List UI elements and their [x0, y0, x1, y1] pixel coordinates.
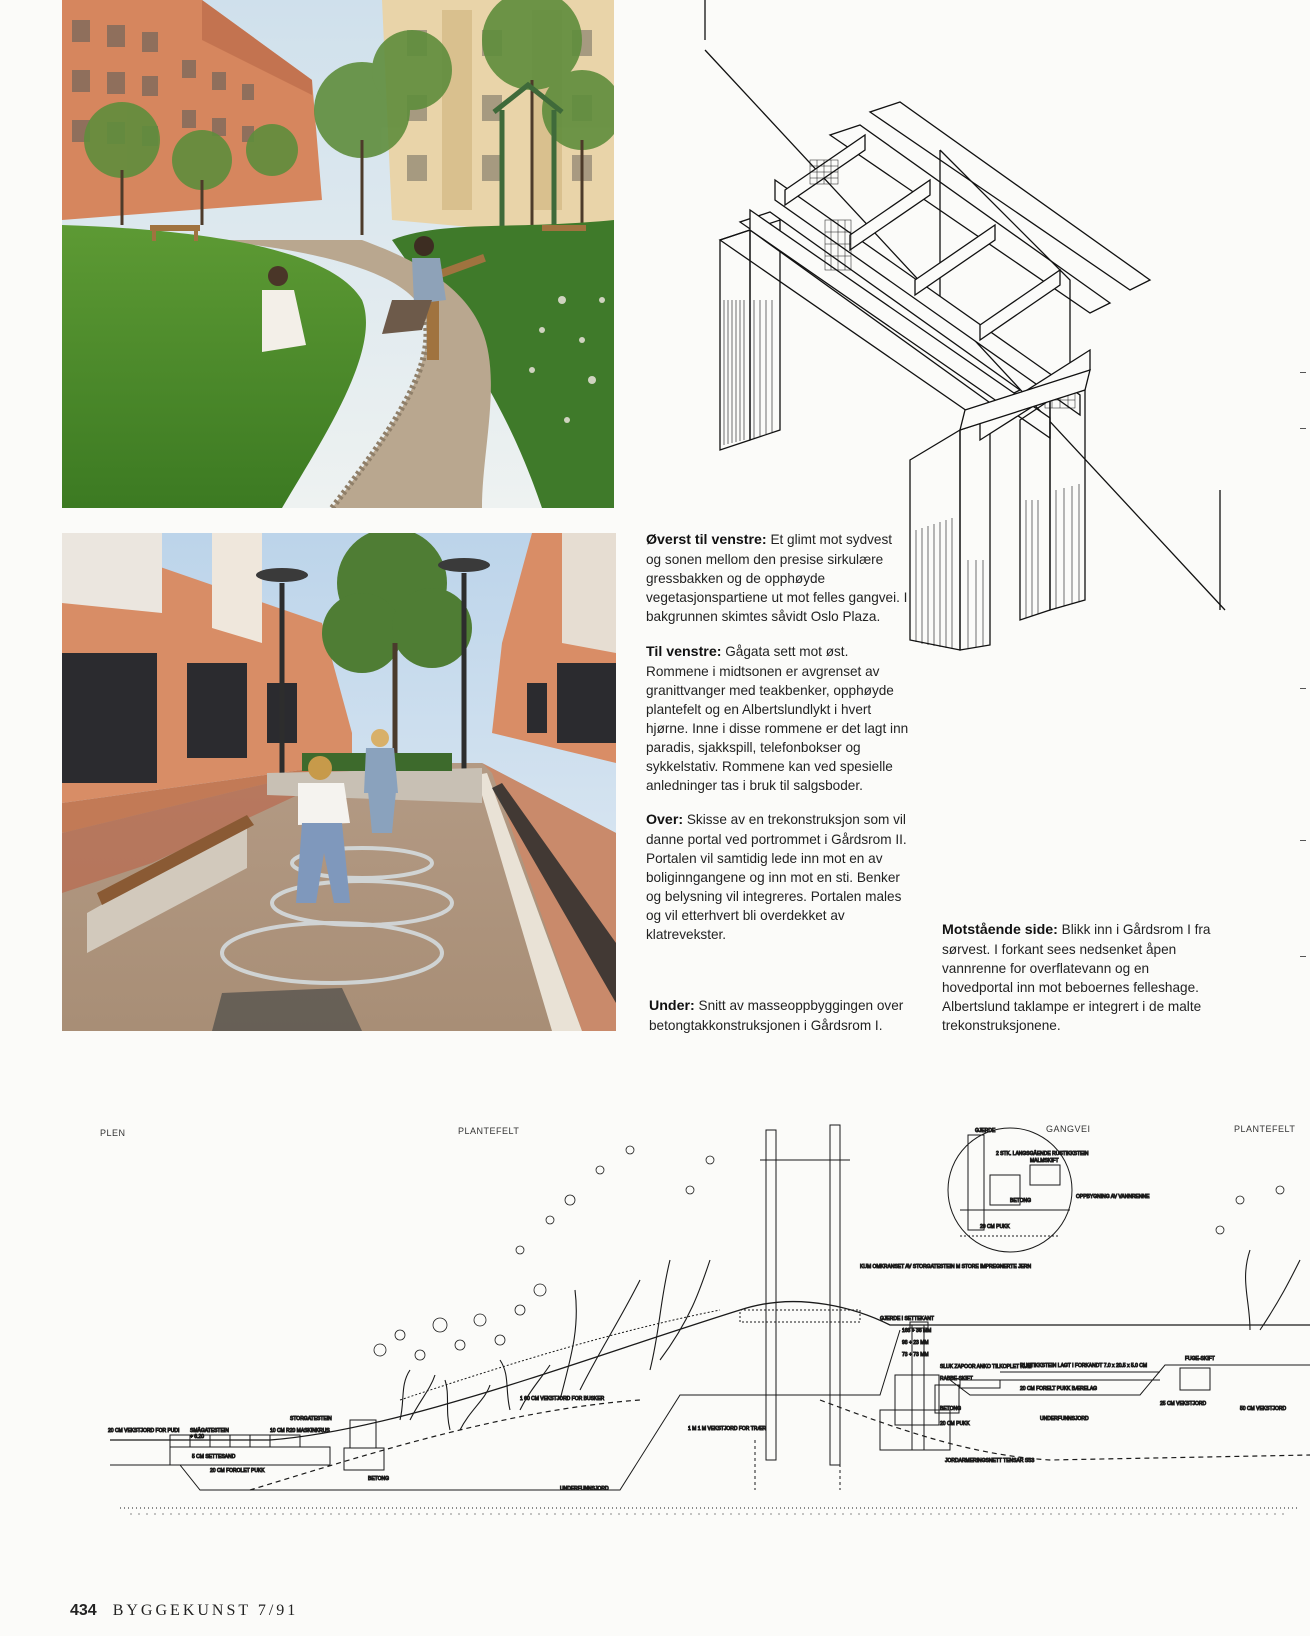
- caption-text: Skisse av en trekonstruksjon som vil danne portal ved portrommet i Gårdsrom II. Portalen vil samtidig lede inn mot en av boliginngangene og inn mot en sti. Benker og belysning vil integreres. Portalen males og vil etterhvert bli overdekket av klatrevekster.: [646, 812, 907, 942]
- note-detalj-5: BETONG: [1010, 1198, 1032, 1204]
- edge-tick: [1300, 840, 1306, 841]
- note-dim-3: 73 + 73 MM: [902, 1352, 929, 1358]
- caption-text: Gågata sett mot øst. Rommene i midtsonen er avgrenset av granittvanger med teakbenker, opphøyde plantefelt og en Albertslundlykt i hvert hjørne. Inne i disse rommene er det lagt inn paradis, sjakkspill, telefonbokser og sykkelstativ. Rommene kan ved spesielle anledninger tas i bruk til salgsboder.: [646, 644, 909, 793]
- note-vekstjord-pudi: 20 CM VEKSTJORD FOR PUDI: [108, 1428, 180, 1434]
- note-fuge: FUGE-SKIFT: [1185, 1356, 1215, 1362]
- note-pa-620: + 6.20: [190, 1434, 205, 1440]
- cross-section-drawing: [100, 1110, 1310, 1530]
- note-vekstjord-traer: 1 M 1 M VEKSTJORD FOR TRÆR: [688, 1426, 766, 1432]
- edge-tick: [1300, 688, 1306, 689]
- note-rabbeskift: RABBE-SKIFT: [940, 1376, 973, 1382]
- note-detalj-4: 20 CM PUKK: [980, 1224, 1010, 1230]
- section-label-plen: PLEN: [100, 1128, 126, 1138]
- caption-lead: Over:: [646, 812, 684, 828]
- caption-above: [646, 810, 912, 944]
- note-dim-1: 168 + 36 MM: [902, 1328, 932, 1334]
- edge-tick: [1300, 372, 1306, 373]
- photo-courtyard: [62, 0, 614, 508]
- note-betong-left: BETONG: [368, 1476, 390, 1482]
- note-sluk: SLUK ZAPOOR ANKO TILKOPLET KUM: [940, 1364, 1032, 1370]
- note-vekstjord-25: 25 CM VEKSTJORD: [1160, 1401, 1207, 1407]
- page-folio: [70, 1602, 298, 1620]
- section-label-gangvei: GANGVEI: [1046, 1124, 1091, 1134]
- note-underfunnsjord-right: UNDERFUNNSJORD: [1040, 1416, 1089, 1422]
- note-settesand: 5 CM SETTESAND: [192, 1454, 236, 1460]
- caption-text: Et glimt mot sydvest og sonen mellom den presise sirkulære gressbakken og de opphøyde vegetasjonspartiene ut mot felles gangvei. I bakgrunnen skimtes såvidt Oslo Plaza.: [646, 532, 908, 624]
- photo-street: [62, 533, 616, 1031]
- caption-left: [646, 642, 912, 795]
- caption-lead: Motstående side:: [942, 922, 1058, 938]
- note-dim-2: 98 + 23 MM: [902, 1340, 929, 1346]
- note-detalj-2: MALMSKIFT: [1030, 1158, 1059, 1164]
- note-betong-right: BETONG: [940, 1406, 962, 1412]
- caption-text: Blikk inn i Gårdsrom I fra sørvest. I forkant sees nedsenket åpen vannrenne for overflatevann og en hovedportal inn mot beboernes felleshage. Albertslund taklampe er integrert i de malte trekonstruksjonene.: [942, 922, 1211, 1033]
- note-forolet-pukk: 20 CM FOROLET PUKK: [210, 1468, 265, 1474]
- note-maskinkrus: 10 CM R20 MASKINKRUS: [270, 1428, 330, 1434]
- note-underfunnsjord: UNDERFUNNSJORD: [560, 1486, 609, 1492]
- note-storgatestein: STORGATESTEIN: [290, 1416, 332, 1422]
- caption-lead: Øverst til venstre:: [646, 532, 767, 548]
- note-kum: KUM OMKRANSET AV STORGATESTEIN M STORE IMPREGNERTE JERN: [860, 1264, 1032, 1270]
- caption-below: [649, 996, 915, 1035]
- page-number: 434: [70, 1602, 97, 1619]
- note-pukk-20: 20 CM PUKK: [940, 1421, 970, 1427]
- note-vekstjord-busker: 1 60 CM VEKSTJORD FOR BUSKER: [520, 1396, 605, 1402]
- caption-opposite: [942, 920, 1214, 1035]
- caption-text: Snitt av masseoppbyggingen over betongtakkonstruksjonen i Gårdsrom I.: [649, 998, 904, 1033]
- section-label-plantefelt: PLANTEFELT: [458, 1126, 520, 1136]
- note-detalj-3: OPPBYGNING AV VANNRENNE: [1076, 1194, 1150, 1200]
- note-detalj-gjerde: GJERDE: [975, 1128, 996, 1134]
- note-jordarmering: JORDARMERINGSNETT TENSAR SS3: [945, 1458, 1035, 1464]
- journal-name: BYGGEKUNST 7/91: [112, 1602, 299, 1619]
- note-rustikkstein: RUSTIKKSTEIN LAGT I FORKANDT 7.0 x 20.5 x 5.0 CM: [1020, 1363, 1148, 1369]
- edge-tick: [1300, 956, 1306, 957]
- note-pukk-baerelag: 20 CM FORELT PUKK BÆRELAG: [1020, 1386, 1098, 1392]
- note-detalj-1: 2 STK. LANGSGÅENDE RUSTIKKSTEIN: [996, 1151, 1089, 1157]
- section-label-plantefelt-right: PLANTEFELT: [1234, 1124, 1296, 1134]
- note-smaagatestein: SMÅGATESTEIN: [190, 1428, 229, 1434]
- note-gjerde: GJERDE I SETTEKANT: [880, 1316, 934, 1322]
- caption-lead: Til venstre:: [646, 644, 722, 660]
- note-vekstjord-50: 50 CM VEKSTJORD: [1240, 1406, 1287, 1412]
- edge-tick: [1300, 428, 1306, 429]
- caption-lead: Under:: [649, 998, 695, 1014]
- caption-top-left: [646, 530, 908, 626]
